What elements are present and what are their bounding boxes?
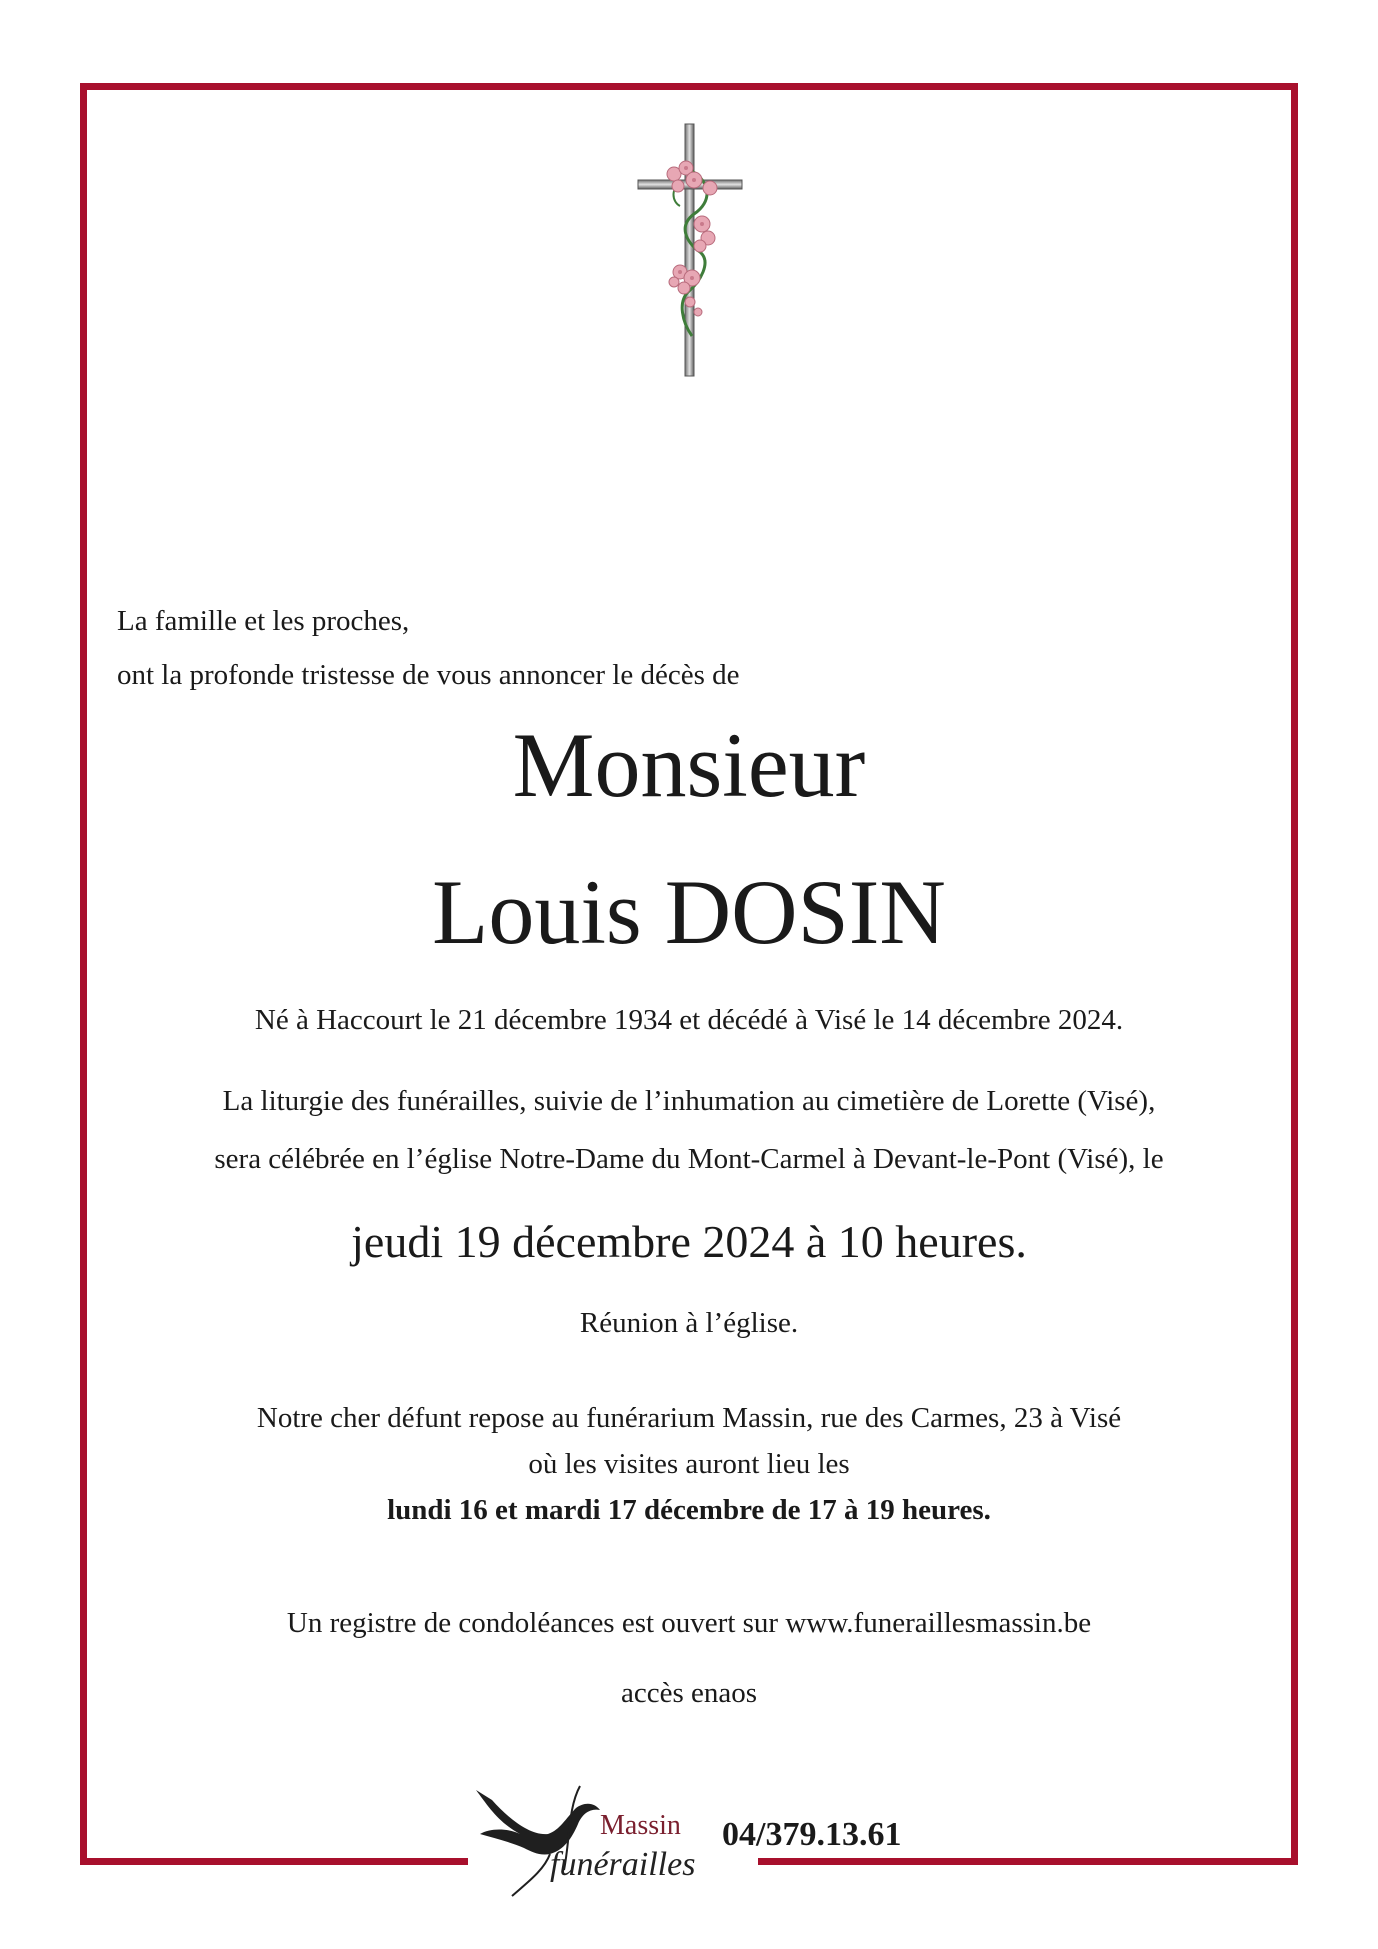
visits-line: lundi 16 et mardi 17 décembre de 17 à 19 heures. <box>387 1494 991 1526</box>
liturgy-line-1: La liturgie des funérailles, suivie de l’inhumation au cimetière de Lorette (Visé), <box>222 1085 1156 1117</box>
phone-number: 04/379.13.61 <box>722 1816 902 1853</box>
rest-line-2: où les visites auront lieu les <box>528 1448 850 1480</box>
register-line: Un registre de condoléances est ouvert sur www.funeraillesmassin.be <box>286 1607 1092 1639</box>
access-line: accès enaos <box>620 1677 758 1709</box>
intro-line-1: La famille et les proches, <box>117 605 410 637</box>
logo-name: Massin <box>600 1810 681 1841</box>
intro-block <box>117 594 739 702</box>
flowered-cross-icon <box>630 122 750 380</box>
rest-line-1: Notre cher défunt repose au funérarium Massin, rue des Carmes, 23 à Visé <box>256 1402 1122 1434</box>
intro-line-2: ont la profonde tristesse de vous annoncer le décès de <box>117 659 740 691</box>
deceased-title: Monsieur <box>512 714 866 816</box>
meeting-line: Réunion à l’église. <box>579 1307 799 1339</box>
liturgy-line-2: sera célébrée en l’église Notre-Dame du Mont-Carmel à Devant-le-Pont (Visé), le <box>214 1143 1164 1175</box>
birth-death-line: Né à Haccourt le 21 décembre 1934 et décédé à Visé le 14 décembre 2024. <box>254 1004 1124 1036</box>
dove-icon <box>468 1778 708 1908</box>
deceased-name: Louis DOSIN <box>432 861 946 963</box>
ceremony-date: jeudi 19 décembre 2024 à 10 heures. <box>351 1216 1027 1267</box>
logo-script: funérailles <box>550 1846 696 1883</box>
